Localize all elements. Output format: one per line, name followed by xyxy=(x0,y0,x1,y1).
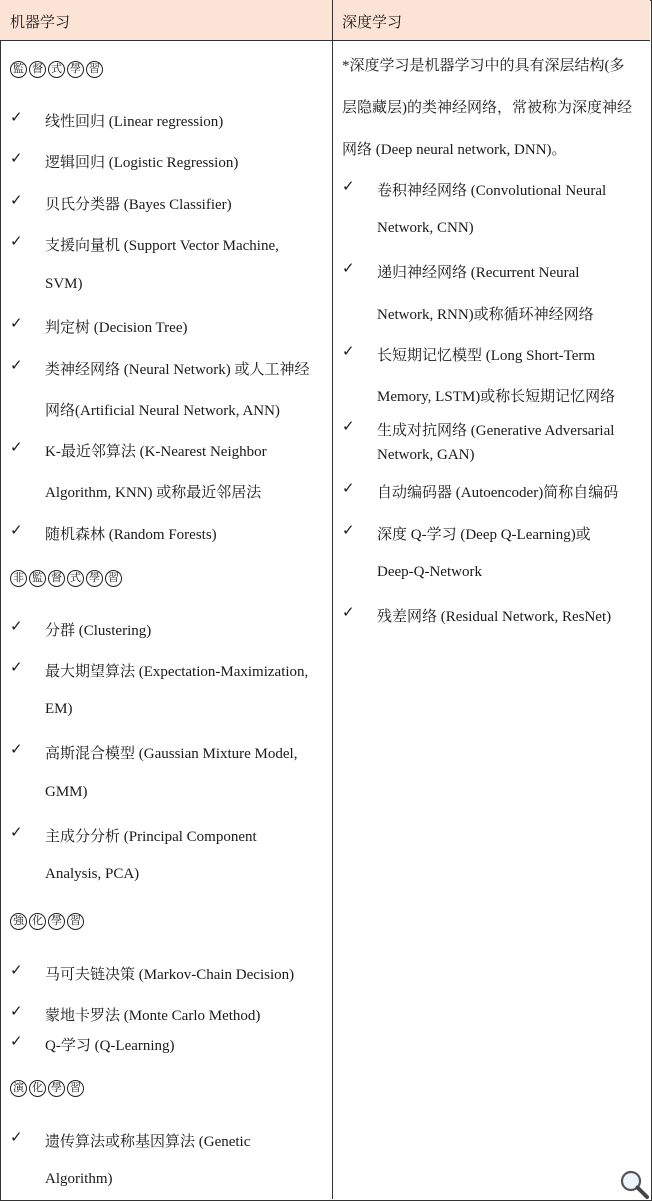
list-item-continuation: EM) xyxy=(45,701,73,717)
intro-line: *深度学习是机器学习中的具有深层结构(多 xyxy=(342,58,625,74)
section-title-supervised: 監 督 式 學 習 xyxy=(10,61,103,78)
check-icon: ✓ xyxy=(342,342,355,360)
check-icon: ✓ xyxy=(10,356,23,374)
list-item: Q-学习 (Q-Learning) xyxy=(45,1038,175,1054)
check-icon: ✓ xyxy=(10,823,23,841)
list-item: 随机森林 (Random Forests) xyxy=(45,527,217,543)
list-item: 递归神经网络 (Recurrent Neural xyxy=(377,265,580,281)
intro-line: 网络 (Deep neural network, DNN)。 xyxy=(342,142,567,158)
check-icon: ✓ xyxy=(10,108,23,126)
magnifier-icon[interactable] xyxy=(618,1168,650,1200)
check-icon: ✓ xyxy=(10,1002,23,1020)
check-icon: ✓ xyxy=(342,521,355,539)
check-icon: ✓ xyxy=(10,658,23,676)
list-item-continuation: Analysis, PCA) xyxy=(45,866,140,882)
list-item: 遗传算法或称基因算法 (Genetic xyxy=(45,1134,251,1150)
list-item: K-最近邻算法 (K-Nearest Neighbor xyxy=(45,444,267,460)
list-item-continuation: Network, CNN) xyxy=(377,220,474,236)
section-title-unsupervised: 非 監 督 式 學 習 xyxy=(10,570,122,587)
table-header-row xyxy=(0,0,650,41)
list-item-continuation: Algorithm, KNN) 或称最近邻居法 xyxy=(45,485,262,501)
list-item: 自动编码器 (Autoencoder)简称自编码 xyxy=(377,485,619,501)
list-item: 深度 Q-学习 (Deep Q-Learning)或 xyxy=(377,527,591,543)
header-deep-learning: 深度学习 xyxy=(342,15,403,31)
list-item: 蒙地卡罗法 (Monte Carlo Method) xyxy=(45,1008,261,1024)
list-item: 残差网络 (Residual Network, ResNet) xyxy=(377,609,612,625)
list-item-continuation: Network, RNN)或称循环神经网络 xyxy=(377,307,594,323)
list-item: 逻辑回归 (Logistic Regression) xyxy=(45,155,239,171)
list-item: 支援向量机 (Support Vector Machine, xyxy=(45,238,279,254)
section-title-reinforcement: 強 化 學 習 xyxy=(10,913,84,930)
list-item: 贝氏分类器 (Bayes Classifier) xyxy=(45,197,232,213)
check-icon: ✓ xyxy=(342,479,355,497)
list-item-continuation: Memory, LSTM)或称长短期记忆网络 xyxy=(377,389,616,405)
list-item-continuation: Network, GAN) xyxy=(377,447,475,463)
list-item-continuation: Deep-Q-Network xyxy=(377,564,482,580)
check-icon: ✓ xyxy=(342,259,355,277)
check-icon: ✓ xyxy=(10,1128,23,1146)
check-icon: ✓ xyxy=(10,1032,23,1050)
section-title-evolutionary: 演 化 學 習 xyxy=(10,1080,84,1097)
check-icon: ✓ xyxy=(10,191,23,209)
list-item: 生成对抗网络 (Generative Adversarial xyxy=(377,423,615,439)
list-item: 最大期望算法 (Expectation-Maximization, xyxy=(45,664,309,680)
list-item-continuation: SVM) xyxy=(45,276,83,292)
check-icon: ✓ xyxy=(10,961,23,979)
list-item: 类神经网络 (Neural Network) 或人工神经 xyxy=(45,362,310,378)
list-item: 马可夫链决策 (Markov-Chain Decision) xyxy=(45,967,295,983)
list-item: 长短期记忆模型 (Long Short-Term xyxy=(377,348,596,364)
list-item: 高斯混合模型 (Gaussian Mixture Model, xyxy=(45,746,298,762)
list-item-continuation: 网络(Artificial Neural Network, ANN) xyxy=(45,403,280,419)
check-icon: ✓ xyxy=(10,232,23,250)
intro-line: 层隐藏层)的类神经网络，常被称为深度神经 xyxy=(342,100,632,116)
header-machine-learning: 机器学习 xyxy=(10,15,71,31)
list-item: 线性回归 (Linear regression) xyxy=(45,114,224,130)
check-icon: ✓ xyxy=(342,177,355,195)
check-icon: ✓ xyxy=(10,521,23,539)
check-icon: ✓ xyxy=(342,417,355,435)
list-item-continuation: Algorithm) xyxy=(45,1171,113,1187)
check-icon: ✓ xyxy=(10,438,23,456)
check-icon: ✓ xyxy=(342,603,355,621)
column-divider xyxy=(332,0,333,1199)
check-icon: ✓ xyxy=(10,617,23,635)
check-icon: ✓ xyxy=(10,314,23,332)
list-item: 卷积神经网络 (Convolutional Neural xyxy=(377,183,607,199)
list-item: 判定树 (Decision Tree) xyxy=(45,320,188,336)
list-item-continuation: GMM) xyxy=(45,784,88,800)
check-icon: ✓ xyxy=(10,740,23,758)
list-item: 主成分分析 (Principal Component xyxy=(45,829,257,845)
list-item: 分群 (Clustering) xyxy=(45,623,152,639)
check-icon: ✓ xyxy=(10,149,23,167)
